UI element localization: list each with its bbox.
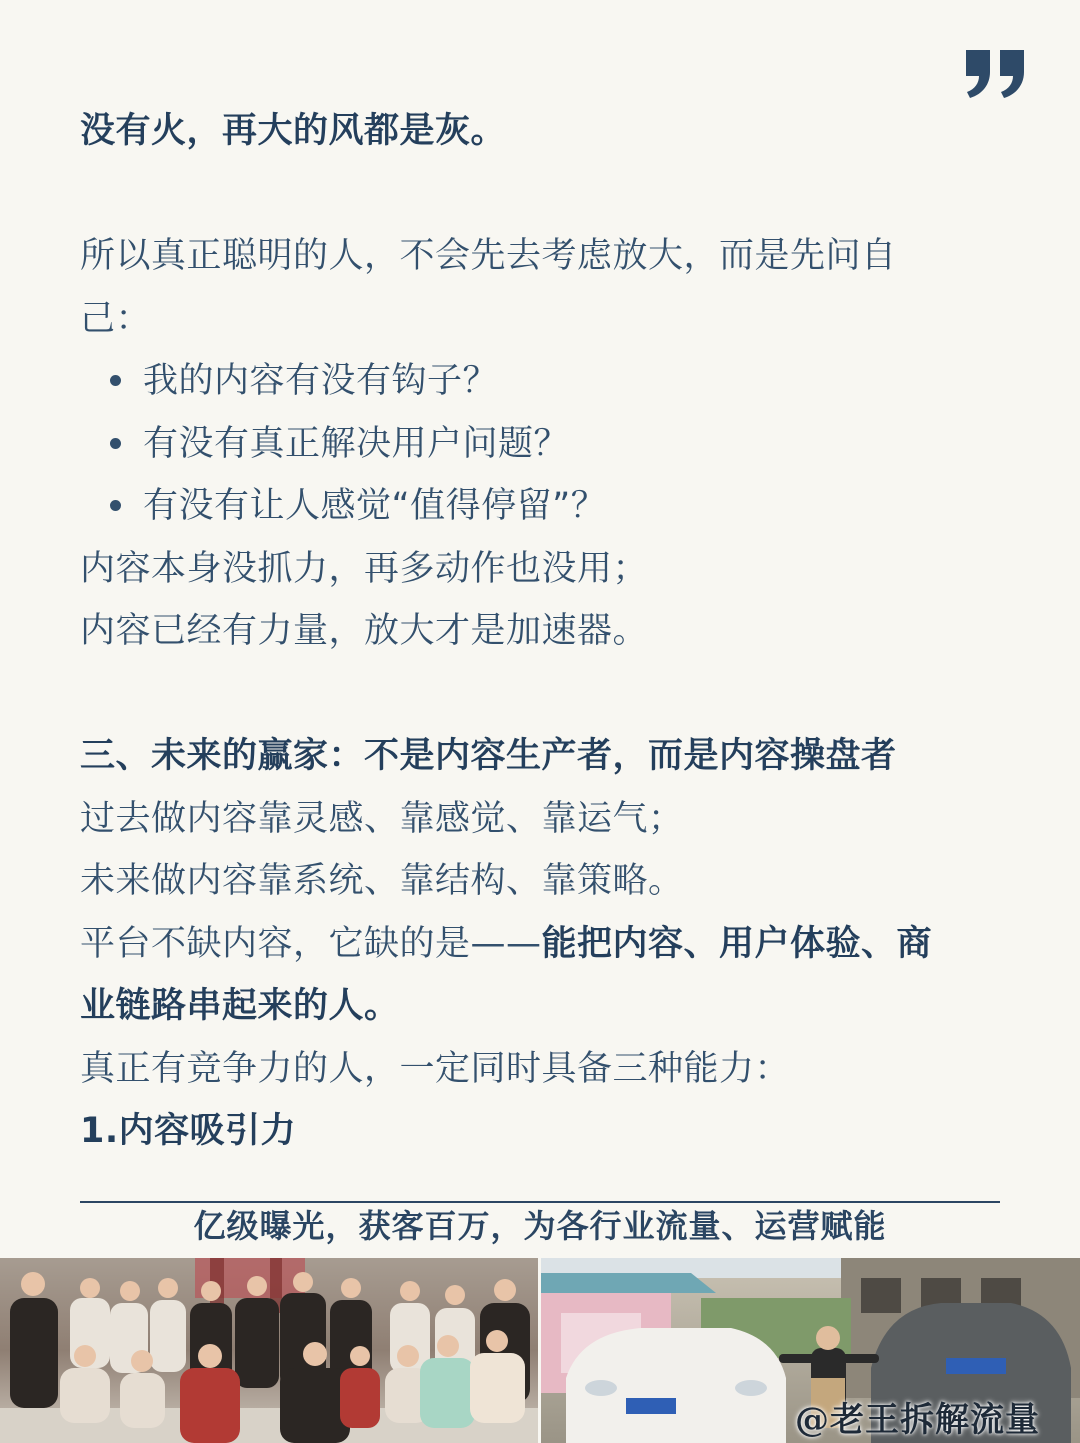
paragraph-line: [80, 913, 1000, 976]
emphasis-line: 业链路串起来的人。: [80, 986, 400, 1026]
emphasis-text: 能把内容、用户体验、商: [541, 923, 933, 964]
plain-text: 平台不缺内容，它缺的是——: [80, 923, 542, 964]
bullet-item: 有没有真正解决用户问题？: [80, 413, 1000, 476]
list-heading: 1.内容吸引力: [80, 1111, 297, 1151]
bullet-item: 我的内容有没有钩子？: [80, 350, 1000, 413]
paragraph-line: 真正有竞争力的人，一定同时具备三种能力：: [80, 1048, 791, 1089]
footer-divider: [80, 1201, 1000, 1203]
footer-slogan: 亿级曝光，获客百万，为各行业流量、运营赋能: [193, 1207, 887, 1245]
photo-strip: [0, 1258, 1080, 1443]
paragraph-line: 所以真正聪明的人，不会先去考虑放大，而是先问自: [80, 236, 897, 276]
paragraph-line: 内容本身没抓力，再多动作也没用；: [80, 548, 649, 589]
team-group-photo: [0, 1258, 538, 1443]
closing-quote-icon: [960, 30, 1032, 102]
paragraph-line: 过去做内容靠灵感、靠感觉、靠运气；: [80, 798, 684, 839]
section-heading: 三、未来的赢家：不是内容生产者，而是内容操盘者: [80, 736, 897, 776]
paragraph-line: 未来做内容靠系统、靠结构、靠策略。: [80, 861, 684, 901]
bullet-item: 有没有让人感觉“值得停留”？: [80, 475, 1000, 538]
article-body: [80, 100, 1000, 1163]
intro-heading: 没有火，再大的风都是灰。: [80, 111, 507, 151]
paragraph-line: 己：: [80, 298, 152, 339]
watermark-text: @老王拆解流量: [795, 1400, 1040, 1440]
paragraph-line: 内容已经有力量，放大才是加速器。: [80, 611, 649, 651]
